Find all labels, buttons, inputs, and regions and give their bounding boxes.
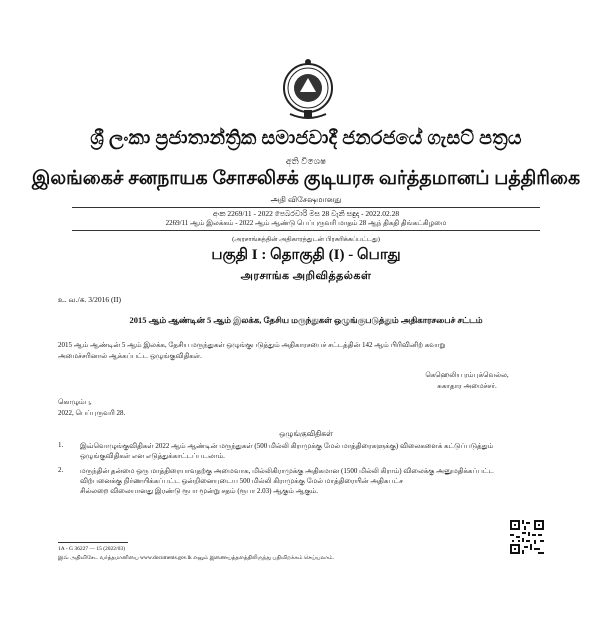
reference-number: உ. வ./க. 3/2016 (II) (58, 295, 121, 304)
item-line: மருந்தின் தன்மை ஒரு மாத்திரையாவதற்கு அமைவாக, மில்லிகிராமுக்கு அதிகமான (1500 மில்லி கிராம்) விலைக்கு அனுமதிக்கப்பட்ட (80, 467, 494, 475)
signatory-title: சுகாதார அமைச்சர். (437, 382, 497, 390)
footer-download-note: இவ் அதிவிசேட வர்த்தமானியை www.documents.gov.lk எனும் இணையத்தளத்திலிருந்து பதிவிறக்கம் செய்யலாம். (58, 555, 334, 561)
item-number: 2. (58, 466, 64, 474)
issue-line-tamil: 2269/11 ஆம் இலக்கம் - 2022 ஆம் ஆண்டு பெப்புருவரி மாதம் 28 ஆந் திகதி திங்கட்கிழமை (165, 219, 447, 227)
extraordinary-label-sinhala: අති විශෙෂ (285, 156, 327, 166)
list-item (80, 441, 540, 461)
intro-paragraph (58, 340, 558, 362)
sri-lanka-emblem (280, 58, 336, 122)
place: கொழும்பு, (58, 398, 92, 406)
section-heading: அரசாங்க அறிவித்தல்கள் (240, 270, 372, 282)
gazette-title-tamil: இலங்கைச் சனநாயக சோசலிசக் குடியரசு வர்த்தமானப் பத்திரிகை (31, 168, 581, 189)
footer-divider (58, 542, 128, 543)
item-number: 1. (58, 441, 64, 449)
divider (72, 207, 540, 208)
extraordinary-label-tamil: அதி விசேஷமானது (270, 195, 342, 204)
part-title: பகுதி I : தொகுதி (I) - பொது (211, 247, 401, 263)
footer-code: 1A - G 36227 — 15 (2022/03) (58, 546, 125, 552)
item-line: சில்லறை விலையானது இரண்டு ரூபா மூன்று சதம் (ரூபா 2.03) ஆகும் ஆகும். (80, 487, 319, 495)
qr-code (510, 520, 544, 554)
date: 2022, பெப்புருவரி 28. (58, 409, 126, 417)
list-item (80, 466, 540, 496)
intro-line: 2015 ஆம் ஆண்டின் 5 ஆம் இலக்க, தேசிய மருந்துகள் ஒழுங்குபடுத்தும் அதிகாரசபைச் சட்டத்தின் 142 ஆம் பிரிவினிற் கவாறு (58, 341, 446, 349)
issue-line-sinhala: අංක 2269/11 - 2022 පෙබරවාරි මස 28 වැනි සඳුදා - 2022.02.28 (212, 209, 400, 218)
place-date-block (58, 397, 125, 419)
divider (72, 230, 540, 231)
item-line: விற்பனைக்கு நிர்ணயிக்கப்பட்ட ஒன்றினையுடைய 500 மில்லி கிராமுக்கு மேல் மாத்திரையின் அதிகபட்ச (80, 477, 403, 485)
signatory-name: கெஹெலிய ரம்புக்வெல்ல, (425, 371, 509, 379)
intro-line: அமைச்சரினால் ஆக்கப்பட்ட ஒழுங்குவிதிகள். (58, 352, 202, 360)
signatory-block (392, 370, 542, 392)
government-authority-note: (அரசாங்கத்தின் அதிகாரத்துடன் பிரசுரிக்கப்பட்டது) (232, 236, 380, 243)
gazette-title-sinhala: ශ්‍රී ලංකා ප්‍රජාතාන්ත්‍රික සමාජවාදී ජනරජයේ ගැසට් පත්‍රය (90, 128, 522, 149)
item-line: இவ்வொழுங்குவிதிகள் 2022 ஆம் ஆண்டின் மருந்துகள் (500 மில்லி கிராமுக்கு மேல் மாத்திரைகளுக்கு) விலைகளைக் கட்டுப்படுத்தும் (80, 442, 494, 450)
act-title: 2015 ஆம் ஆண்டின் 5 ஆம் இலக்க, தேசிய மருந்துகள் ஒழுங்குபடுத்தும் அதிகாரசபைச் சட்டம் (129, 315, 483, 325)
item-line: ஒழுங்குவிதிகள் என எடுத்துக்காட்டப்படலாம். (80, 452, 225, 460)
schedule-heading: ஒழுங்குவிதிகள் (279, 429, 333, 438)
